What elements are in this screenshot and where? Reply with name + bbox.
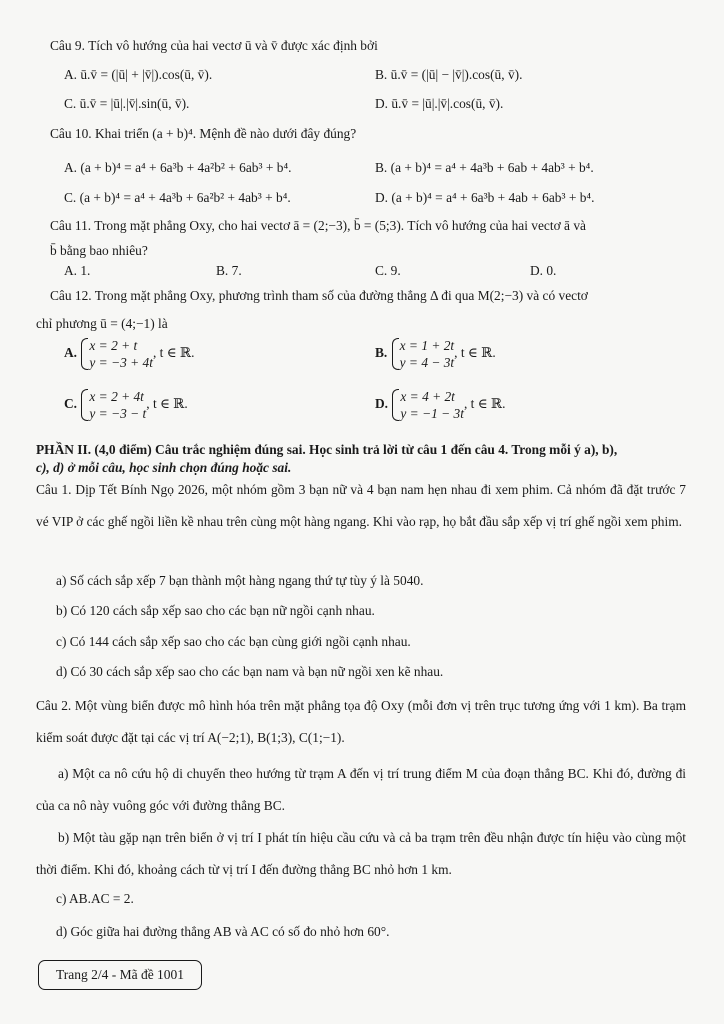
q9-option-b: B. ū.v̄ = (|ū| − |v̄|).cos(ū, v̄). [375,67,523,82]
equation-system [391,388,464,422]
p2-q1-statement-d: d) Có 30 cách sắp xếp sao cho các bạn nam và bạn nữ ngồi xen kẽ nhau. [56,664,444,679]
q12-option-b-label: B. [375,345,388,361]
p2-q2-statement-a: a) Một ca nô cứu hộ di chuyển theo hướng từ trạm A đến vị trí trung điểm M của đoạn thẳng BC. Khi đó, đường đi của ca nô này vuông góc với đường thẳng BC. [36,766,686,813]
q10-option-c: C. (a + b)⁴ = a⁴ + 4a³b + 6a²b² + 4ab³ + b⁴. [64,190,291,205]
equation-row: y = −3 + 4t [89,355,153,370]
parameter-domain: , t ∈ ℝ. [463,396,506,412]
q9-option-d: D. ū.v̄ = |ū|.|v̄|.cos(ū, v̄). [375,96,504,111]
q12-option-b [375,337,496,371]
parameter-domain: , t ∈ ℝ. [454,345,496,361]
equation-row: x = 4 + 2t [400,389,455,404]
q10-stem: Câu 10. Khai triển (a + b)⁴. Mệnh đề nào dưới đây đúng? [50,126,357,141]
p2-q1-stem: Câu 1. Dịp Tết Bính Ngọ 2026, một nhóm gồm 3 bạn nữ và 4 bạn nam hẹn nhau đi xem phim. Cả nhóm đã đặt trước 7 vé VIP ở các ghế ngồi liền kề nhau trên cùng một hàng ngang. Khi vào rạp, họ bắt đầu sắp xếp vị trí ghế ngồi xem phim. [36,482,686,529]
q9-option-c: C. ū.v̄ = |ū|.|v̄|.sin(ū, v̄). [64,96,190,111]
q12-option-a-label: A. [64,345,78,361]
q12-option-c [64,388,188,422]
p2-q2-statement-d: d) Góc giữa hai đường thẳng AB và AC có số đo nhỏ hơn 60°. [56,924,390,939]
parameter-domain: , t ∈ ℝ. [146,396,188,412]
p2-q1-statement-c: c) Có 144 cách sắp xếp sao cho các bạn cùng giới ngồi cạnh nhau. [56,634,411,649]
q9-stem: Câu 9. Tích vô hướng của hai vectơ ū và v̄ được xác định bởi [50,38,378,53]
q9-option-a: A. ū.v̄ = (|ū| + |v̄|).cos(ū, v̄). [64,67,213,82]
equation-row: x = 1 + 2t [399,338,455,353]
equation-row: y = 4 − 3t [399,355,455,370]
q10-option-b: B. (a + b)⁴ = a⁴ + 4a³b + 6ab + 4ab³ + b⁴. [375,160,594,175]
parameter-domain: , t ∈ ℝ. [152,345,195,361]
p2-q1-statement-a: a) Số cách sắp xếp 7 bạn thành một hàng ngang thứ tự tùy ý là 5040. [56,573,424,588]
page-footer-label: Trang 2/4 - Mã đề 1001 [38,960,202,990]
q11-option-c: C. 9. [375,263,401,278]
part2-heading-line2: c), d) ở mỗi câu, học sinh chọn đúng hoặc sai. [36,460,292,475]
equation-row: y = −3 − t [89,406,147,421]
q11-stem-line2: b̄ bằng bao nhiêu? [50,243,148,258]
q12-stem-line1: Câu 12. Trong mặt phẳng Oxy, phương trình tham số của đường thẳng Δ đi qua M(2;−3) và có vectơ [50,288,588,303]
q12-option-d-label: D. [375,396,389,412]
q12-option-c-label: C. [64,396,78,412]
p2-q1-statement-b: b) Có 120 cách sắp xếp sao cho các bạn nữ ngồi cạnh nhau. [56,603,375,618]
q11-option-d: D. 0. [530,263,557,278]
p2-q2-statement-b: b) Một tàu gặp nạn trên biển ở vị trí I phát tín hiệu cầu cứu và cả ba trạm trên đều nhận được tín hiệu vào cùng một thời điểm. Khi đó, khoảng cách từ vị trí I đến đường thẳng BC nhỏ hơn 1 km. [36,830,686,877]
q12-option-d [375,388,505,422]
equation-system [80,337,153,371]
q12-option-a [64,337,194,371]
q11-option-b: B. 7. [216,263,242,278]
equation-row: x = 2 + 4t [89,389,144,404]
q12-stem-line2: chỉ phương ū = (4;−1) là [36,316,168,331]
p2-q2-stem: Câu 2. Một vùng biển được mô hình hóa trên mặt phẳng tọa độ Oxy (mỗi đơn vị trên trục tương ứng với 1 km). Ba trạm kiểm soát được đặt tại các vị trí A(−2;1), B(1;3), C(1;−1). [36,698,686,745]
q10-option-d: D. (a + b)⁴ = a⁴ + 6a³b + 4ab + 6ab³ + b⁴. [375,190,595,205]
q10-option-a: A. (a + b)⁴ = a⁴ + 6a³b + 4a²b² + 6ab³ + b⁴. [64,160,292,175]
q11-option-a: A. 1. [64,263,91,278]
part2-heading: PHẦN II. (4,0 điểm) Câu trắc nghiệm đúng sai. Học sinh trả lời từ câu 1 đến câu 4. Trong mỗi ý a), b), [36,442,618,457]
equation-row: x = 2 + t [89,338,138,353]
equation-system [80,388,146,422]
p2-q2-statement-c: c) AB.AC = 2. [56,891,134,906]
q11-stem-line1: Câu 11. Trong mặt phẳng Oxy, cho hai vectơ ā = (2;−3), b̄ = (5;3). Tích vô hướng của hai vectơ ā và [50,218,586,233]
equation-row: y = −1 − 3t [400,406,464,421]
equation-system [391,337,455,371]
